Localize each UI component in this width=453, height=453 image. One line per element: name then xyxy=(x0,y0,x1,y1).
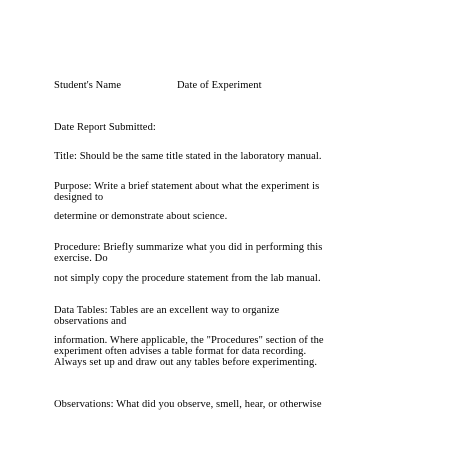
data-tables-instruction-line-2: observations and xyxy=(54,316,127,327)
procedure-instruction-line-3: not simply copy the procedure statement from the lab manual. xyxy=(54,273,321,284)
title-instruction: Title: Should be the same title stated in the laboratory manual. xyxy=(54,151,322,162)
data-tables-instruction-line-3: information. Where applicable, the "Procedures" section of the xyxy=(54,335,324,346)
data-tables-instruction-line-4: experiment often advises a table format for data recording. xyxy=(54,346,307,357)
data-tables-instruction-line-1: Data Tables: Tables are an excellent way to organize xyxy=(54,305,280,316)
date-of-experiment-label: Date of Experiment xyxy=(177,80,262,91)
data-tables-instruction-line-5: Always set up and draw out any tables before experimenting. xyxy=(54,357,318,368)
student-name-label: Student's Name xyxy=(54,80,122,91)
purpose-instruction-line-1: Purpose: Write a brief statement about what the experiment is xyxy=(54,181,320,192)
date-report-submitted-label: Date Report Submitted: xyxy=(54,122,156,133)
purpose-instruction-line-3: determine or demonstrate about science. xyxy=(54,211,228,222)
procedure-instruction-line-1: Procedure: Briefly summarize what you did in performing this xyxy=(54,242,323,253)
procedure-instruction-line-2: exercise. Do xyxy=(54,253,108,264)
observations-instruction-line-1: Observations: What did you observe, smell, hear, or otherwise xyxy=(54,399,322,410)
purpose-instruction-line-2: designed to xyxy=(54,192,104,203)
